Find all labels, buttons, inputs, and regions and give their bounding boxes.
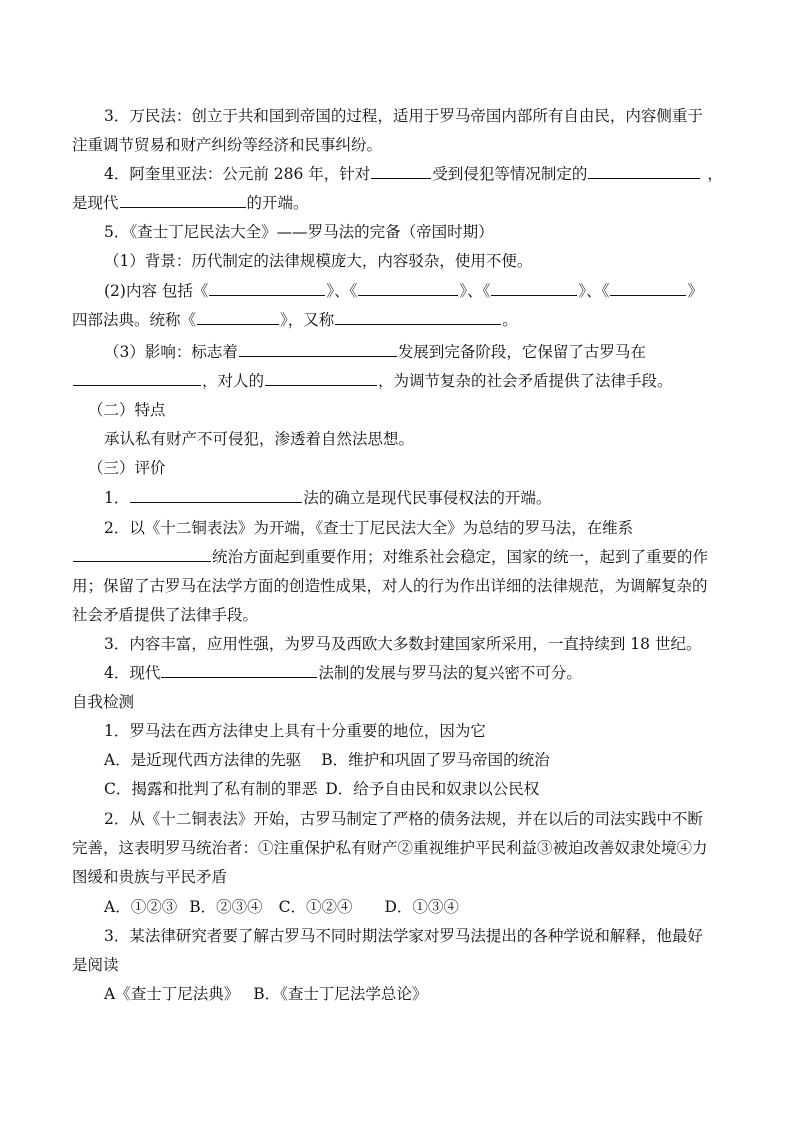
option-a[interactable]: A．①②③ [104, 898, 178, 916]
text: 4．阿奎里亚法：公元前 286 年，针对 [104, 165, 371, 183]
fill-blank[interactable] [491, 280, 577, 296]
para-eval-3: 3．内容丰富，应用性强，为罗马及西欧大多数封建国家所采用，一直持续到 18 世纪。 [104, 635, 702, 653]
option-b[interactable]: B．维护和巩固了罗马帝国的统治 [321, 751, 550, 769]
question-3-line1: 3．某法律研究者要了解古罗马不同时期法学家对罗马法提出的各种学说和解释，他最好 [104, 927, 703, 945]
heading-evaluation: （三）评价 [88, 459, 166, 477]
text: (2)内容 包括《 [104, 282, 209, 300]
text: 法制的发展与罗马法的复兴密不可分。 [318, 664, 582, 682]
fill-blank[interactable] [239, 341, 397, 357]
para-content-line1 [104, 277, 768, 305]
question-3-line2: 是阅读 [72, 956, 119, 974]
question-2-line1: 2．从《十二铜表法》开始，古罗马制定了严格的债务法规，并在以后的司法实践中不断 [104, 810, 703, 828]
option-c[interactable]: C．揭露和批判了私有制的罪恶 [104, 780, 318, 798]
question-1: 1．罗马法在西方法律史上具有十分重要的地位，因为它 [104, 722, 486, 740]
text: 》、《 [326, 282, 358, 300]
para-eval-2-line1: 2．以《十二铜表法》为开端，《查士丁尼民法大全》为总结的罗马法，在维系 [104, 519, 634, 537]
heading-self-test: 自我检测 [72, 693, 135, 711]
para-background: （1）背景：历代制定的法律规模庞大，内容驳杂，使用不便。 [104, 252, 533, 270]
option-d[interactable]: D．给予自由民和奴隶以公民权 [325, 780, 540, 798]
fill-blank[interactable] [197, 309, 279, 325]
fill-blank[interactable] [120, 192, 246, 208]
para-wanminfa-line1: 3．万民法：创立于共和国到帝国的过程，适用于罗马帝国内部所有自由民，内容侧重于 [104, 107, 703, 125]
para-influence-line1 [104, 338, 768, 366]
para-akuiliya-line2 [72, 189, 736, 217]
para-eval-2-line2 [72, 543, 736, 571]
para-influence-line2 [72, 367, 736, 395]
fill-blank[interactable] [265, 370, 377, 386]
para-content-line2 [72, 306, 736, 334]
option-b[interactable]: B．《查士丁尼法学总论》 [253, 985, 428, 1003]
para-eval-2-line4: 社会矛盾提供了法律手段。 [72, 606, 259, 624]
text: 受到侵犯等情况制定的 [432, 165, 588, 183]
question-2-line3: 图缓和贵族与平民矛盾 [72, 868, 228, 886]
text: 统治方面起到重要作用；对维系社会稳定，国家的统一，起到了重要的作 [212, 548, 709, 566]
fill-blank[interactable] [161, 662, 317, 678]
fill-blank[interactable] [358, 280, 458, 296]
text: 1． [104, 489, 130, 507]
text: 法的确立是现代民事侵权法的开端。 [303, 489, 552, 507]
heading-justinian: 5．《查士丁尼民法大全》——罗马法的完备（帝国时期） [104, 223, 494, 241]
text: 4．现代 [104, 664, 161, 682]
text: ，对人的 [202, 372, 265, 390]
question-1-options-ab [104, 746, 768, 774]
text: 发展到完备阶段，它保留了古罗马在 [397, 343, 646, 361]
text: 》，又称 [280, 311, 335, 329]
para-wanminfa-line2: 注重调节贸易和财产纠纷等经济和民事纠纷。 [72, 136, 383, 154]
question-2-options [104, 893, 768, 921]
fill-blank[interactable] [73, 370, 201, 386]
fill-blank[interactable] [371, 163, 431, 179]
text: （3）影响：标志着 [104, 343, 238, 361]
fill-blank[interactable] [130, 487, 302, 503]
text: 四部法典。统称《 [72, 311, 197, 329]
fill-blank[interactable] [73, 546, 211, 562]
para-akuiliya-line1 [104, 160, 768, 188]
para-eval-4 [104, 659, 768, 687]
question-1-options-cd [104, 775, 768, 803]
text: 》 [687, 282, 703, 300]
text: 》、《 [459, 282, 491, 300]
fill-blank[interactable] [209, 280, 325, 296]
heading-features: （二）特点 [88, 401, 166, 419]
option-a[interactable]: A《查士丁尼法典》 [104, 985, 240, 1003]
option-a[interactable]: A．是近现代西方法律的先驱 [104, 751, 302, 769]
text: 。 [502, 311, 518, 329]
fill-blank[interactable] [588, 163, 700, 179]
option-c[interactable]: C．①②④ [278, 898, 353, 916]
text: 》、《 [578, 282, 610, 300]
option-d[interactable]: D．①③④ [384, 898, 459, 916]
text: ， [707, 165, 723, 183]
text: 是现代 [72, 194, 119, 212]
option-b[interactable]: B．②③④ [189, 898, 263, 916]
question-3-options [104, 980, 768, 1008]
text: 的开端。 [246, 194, 309, 212]
text: ，为调节复杂的社会矛盾提供了法律手段。 [378, 372, 673, 390]
fill-blank[interactable] [610, 280, 686, 296]
para-eval-2-line3: 用；保留了古罗马在法学方面的创造性成果，对人的行为作出详细的法律规范，为调解复杂的 [72, 577, 708, 595]
para-eval-1 [104, 484, 768, 512]
para-features: 承认私有财产不可侵犯，渗透着自然法思想。 [104, 430, 415, 448]
question-2-line2: 完善，这表明罗马统治者：①注重保护私有财产②重视维护平民利益③被迫改善奴隶处境④力 [72, 839, 708, 857]
fill-blank[interactable] [335, 309, 501, 325]
